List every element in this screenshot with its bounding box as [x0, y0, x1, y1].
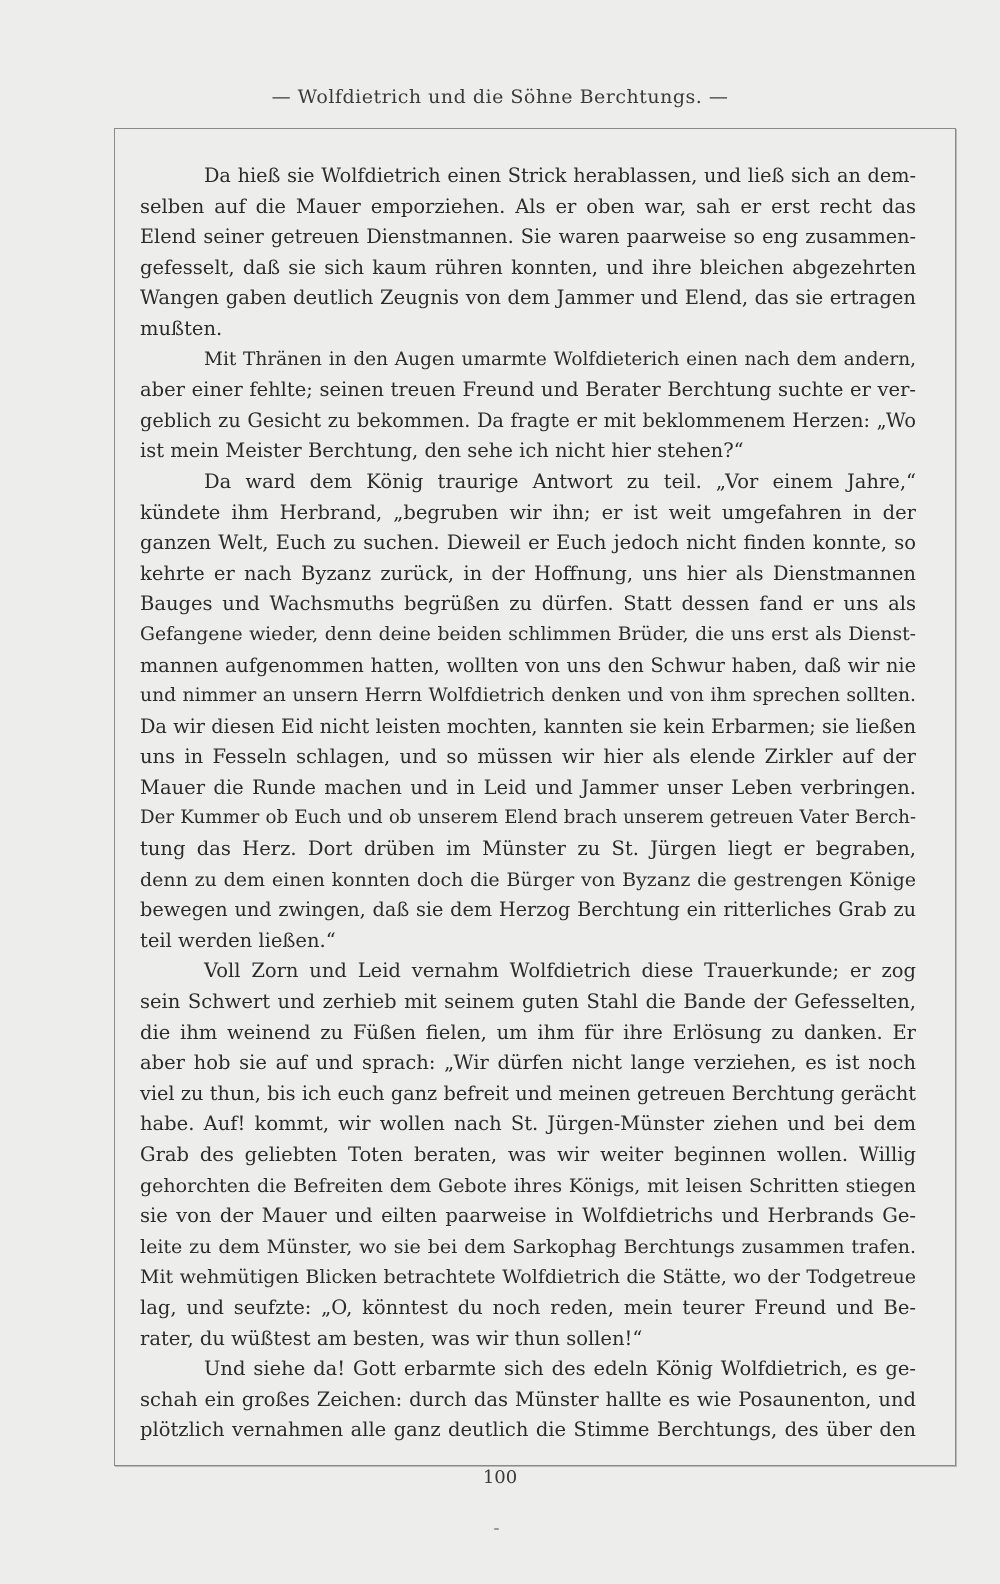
text-line: Elend seiner getreuen Dienstmannen. Sie waren paarweise so eng zusammen-: [140, 225, 916, 249]
running-head: — Wolfdietrich und die Söhne Berchtungs. —: [271, 86, 729, 108]
text-line: sein Schwert und zerhieb mit seinem guten Stahl die Bande der Gefesselten,: [140, 990, 916, 1014]
text-line: Mit Thränen in den Augen umarmte Wolfdieterich einen nach dem andern,: [204, 348, 916, 370]
text-line: ganzen Welt, Euch zu suchen. Dieweil er Euch jedoch nicht finden konnte, so: [140, 531, 916, 555]
text-line: Mauer die Runde machen und in Leid und Jammer unser Leben verbringen.: [140, 775, 916, 799]
text-line: mannen aufgenommen hatten, wollten von uns den Schwur haben, daß wir nie: [140, 653, 916, 677]
text-line: bewegen und zwingen, daß sie dem Herzog Berchtung ein ritterliches Grab zu: [140, 898, 916, 922]
text-line: uns in Fesseln schlagen, und so müssen wir hier als elende Zirkler auf der: [140, 745, 916, 769]
text-line: Und siehe da! Gott erbarmte sich des edeln König Wolfdietrich, es ge-: [204, 1357, 916, 1381]
text-line: rater, du wüßtest am besten, was wir thun sollen!“: [140, 1326, 643, 1350]
text-line: gefesselt, daß sie sich kaum rühren konnten, und ihre bleichen abgezehrten: [140, 255, 916, 279]
text-line: die ihm weinend zu Füßen fielen, um ihm für ihre Erlösung zu danken. Er: [140, 1020, 916, 1044]
body-text: [140, 161, 916, 1446]
text-line: Der Kummer ob Euch und ob unserem Elend brach unserem getreuen Vater Berch-: [140, 807, 916, 829]
text-line: Gefangene wieder, denn deine beiden schlimmen Brüder, die uns erst als Dienst-: [140, 623, 916, 645]
text-line: kündete ihm Herbrand, „begruben wir ihn; er ist weit umgefahren in der: [140, 500, 916, 524]
text-line: gehorchten die Befreiten dem Gebote ihres Königs, mit leisen Schritten stiegen: [140, 1174, 916, 1197]
text-line: sie von der Mauer und eilten paarweise in Wolfdietrichs und Herbrands Ge-: [140, 1204, 916, 1228]
text-line: Da ward dem König traurige Antwort zu teil. „Vor einem Jahre,“: [204, 469, 916, 493]
text-line: Mit wehmütigen Blicken betrachtete Wolfdietrich die Stätte, wo der Todgetreue: [140, 1266, 916, 1289]
text-line: aber einer fehlte; seinen treuen Freund und Berater Berchtung suchte er ver-: [140, 378, 916, 402]
text-line: teil werden ließen.“: [140, 928, 336, 952]
text-line: tung das Herz. Dort drüben im Münster zu St. Jürgen liegt er begraben,: [140, 837, 916, 861]
text-line: geblich zu Gesicht zu bekommen. Da fragte er mit beklommenem Herzen: „Wo: [140, 408, 916, 432]
text-line: selben auf die Mauer emporziehen. Als er oben war, sah er erst recht das: [140, 194, 916, 218]
text-line: schah ein großes Zeichen: durch das Münster hallte es wie Posaunenton, und: [140, 1387, 916, 1411]
text-line: plötzlich vernahmen alle ganz deutlich die Stimme Berchtungs, des über den: [140, 1418, 916, 1442]
text-line: Da wir diesen Eid nicht leisten mochten, kannten sie kein Erbarmen; sie ließen: [140, 714, 916, 738]
text-line: Voll Zorn und Leid vernahm Wolfdietrich diese Trauerkunde; er zog: [204, 959, 916, 983]
text-line: leite zu dem Münster, wo sie bei dem Sarkophag Berchtungs zusammen trafen.: [140, 1235, 916, 1258]
text-line: Grab des geliebten Toten beraten, was wir weiter beginnen wollen. Willig: [140, 1143, 916, 1166]
text-line: denn zu dem einen konnten doch die Bürger von Byzanz die gestrengen Könige: [140, 868, 916, 891]
page-number: 100: [482, 1467, 518, 1488]
text-line: Wangen gaben deutlich Zeugnis von dem Jammer und Elend, das sie ertragen: [140, 286, 916, 310]
text-line: viel zu thun, bis ich euch ganz befreit und meinen getreuen Berchtung gerächt: [140, 1081, 916, 1105]
text-line: habe. Auf! kommt, wir wollen nach St. Jürgen-Münster ziehen und bei dem: [140, 1112, 916, 1136]
text-line: lag, und seufzte: „O, könntest du noch reden, mein teurer Freund und Be-: [140, 1295, 916, 1319]
text-line: aber hob sie auf und sprach: „Wir dürfen nicht lange verziehen, es ist noch: [140, 1051, 916, 1075]
text-line: Da hieß sie Wolfdietrich einen Strick herablassen, und ließ sich an dem-: [204, 164, 916, 187]
text-line: ist mein Meister Berchtung, den sehe ich nicht hier stehen?“: [140, 439, 744, 463]
text-line: und nimmer an unsern Herrn Wolfdietrich denken und von ihm sprechen sollten.: [140, 685, 916, 707]
text-line: kehrte er nach Byzanz zurück, in der Hoffnung, uns hier als Dienstmannen: [140, 561, 916, 585]
print-speck: [494, 1528, 499, 1530]
text-line: Bauges und Wachsmuths begrüßen zu dürfen. Statt dessen fand er uns als: [140, 592, 916, 616]
text-line: mußten.: [140, 316, 223, 340]
